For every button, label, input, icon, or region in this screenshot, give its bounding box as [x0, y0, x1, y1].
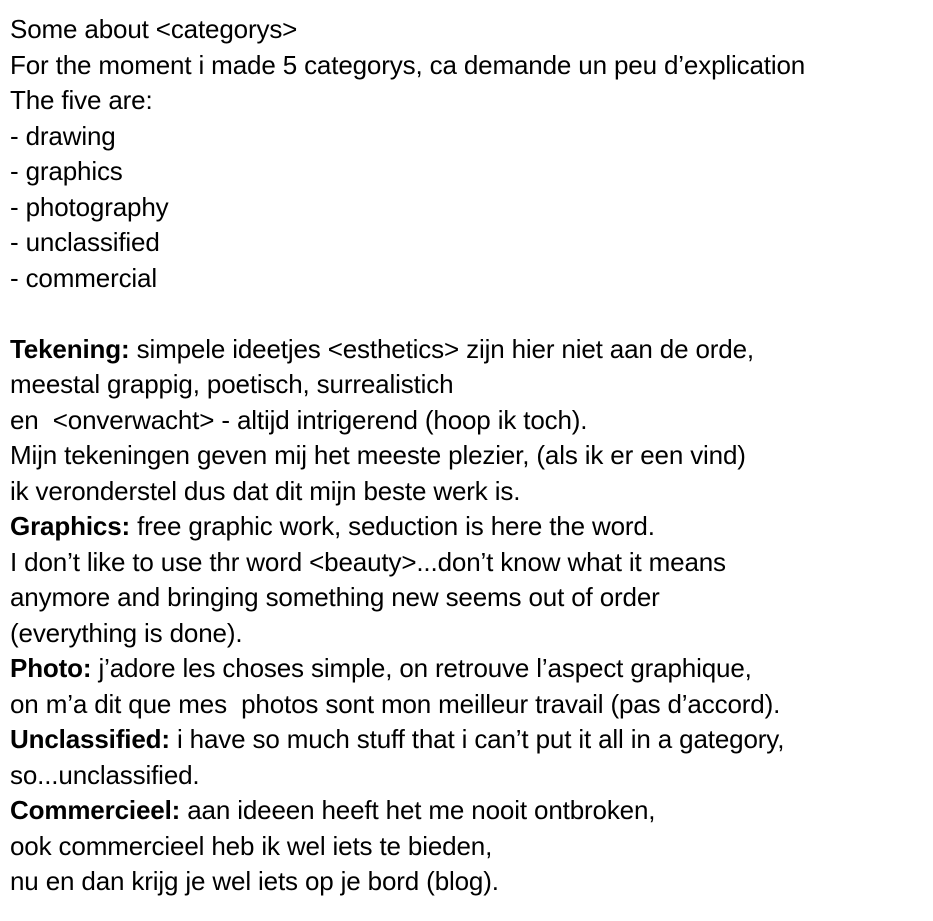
section-label-graphics: Graphics: [10, 511, 131, 541]
document-body [10, 12, 930, 900]
spacer [10, 296, 930, 332]
section-label-unclassified: Unclassified: [10, 724, 170, 754]
section-text: so...unclassified. [10, 759, 200, 790]
section-text: simpele ideetjes <esthetics> zijn hier niet aan de orde, [129, 333, 755, 364]
section-tekening [10, 332, 930, 368]
category-list-item-photography: - photography [10, 191, 169, 222]
intro-heading: Some about <categorys> [10, 14, 298, 44]
intro-line: For the moment i made 5 categorys, ca demande un peu d’explication [10, 49, 806, 80]
section-text: ik veronderstel dus dat dit mijn beste werk is. [10, 475, 521, 506]
section-text: i have so much stuff that i can’t put it all in a gategory, [169, 724, 785, 754]
section-commercieel [10, 793, 930, 829]
section-text: free graphic work, seduction is here the word. [130, 511, 655, 541]
section-text: (everything is done). [10, 617, 243, 648]
category-list-item-unclassified: - unclassified [10, 227, 160, 257]
section-label-photo: Photo: [10, 653, 92, 683]
section-text: aan ideeen heeft het me nooit ontbroken, [180, 795, 656, 825]
section-graphics [10, 509, 930, 545]
section-label-commercieel: Commercieel: [10, 795, 181, 825]
section-text: I don’t like to use thr word <beauty>...don’t know what it means [10, 546, 726, 577]
section-text: j’adore les choses simple, on retrouve l’aspect graphique, [91, 653, 752, 683]
section-text: anymore and bringing something new seems out of order [10, 582, 660, 612]
section-unclassified [10, 722, 930, 758]
intro-line: The five are: [10, 85, 153, 115]
category-list-item-graphics: - graphics [10, 156, 123, 186]
section-text: meestal grappig, poetisch, surrealistich [10, 369, 454, 399]
section-text: ook commercieel heb ik wel iets te bieden, [10, 830, 493, 861]
section-label-tekening: Tekening: [10, 333, 130, 364]
section-text: Mijn tekeningen geven mij het meeste plezier, (als ik er een vind) [10, 440, 746, 470]
section-photo [10, 651, 930, 687]
category-list-item-drawing: - drawing [10, 120, 116, 151]
section-text: nu en dan krijg je wel iets op je bord (blog). [10, 866, 499, 896]
section-text: on m’a dit que mes photos sont mon meilleur travail (pas d’accord). [10, 688, 781, 719]
section-text: en <onverwacht> - altijd intrigerend (hoop ik toch). [10, 404, 588, 435]
category-list-item-commercial: - commercial [10, 262, 157, 293]
